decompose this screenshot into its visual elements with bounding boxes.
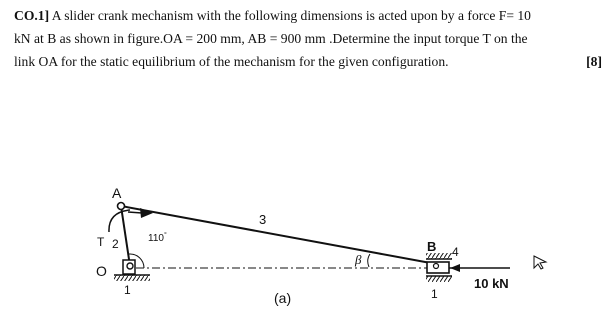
force-arrowhead (450, 264, 460, 272)
label-T: T (97, 235, 105, 249)
label-beta: β (355, 252, 362, 267)
question-line-2: kN at B as shown in figure.OA = 200 mm, AB = 900 mm .Determine the input torque T on the (14, 31, 528, 46)
label-1-left: 1 (124, 283, 131, 297)
label-2: 2 (112, 237, 119, 251)
joint-A (118, 203, 125, 210)
connecting-rod (121, 206, 436, 264)
label-O: O (96, 263, 107, 279)
label-A: A (112, 185, 122, 201)
label-B: B (427, 239, 437, 254)
question-line-1-text: A slider crank mechanism with the following dimensions is acted upon by a force F= 10 (49, 8, 531, 23)
question-code: CO.1] (14, 8, 50, 23)
force-label: 10 kN (474, 276, 509, 291)
figure-caption: (a) (274, 290, 292, 306)
crank-link (121, 206, 130, 266)
label-1-right: 1 (431, 287, 438, 301)
joint-O (127, 263, 133, 269)
beta-angle-arc (368, 254, 370, 267)
torque-arc (109, 210, 130, 232)
label-3: 3 (259, 212, 267, 227)
marks-label: [8] (586, 54, 602, 69)
joint-B (434, 264, 439, 269)
mouse-cursor-icon (534, 256, 546, 269)
label-4: 4 (452, 245, 459, 259)
guide-hatch-bottom (426, 276, 452, 282)
question-line-3-text: link OA for the static equilibrium of the mechanism for the given configuration. (14, 54, 449, 69)
torque-arrow-shaft (128, 212, 142, 213)
ground-hatch-left (114, 275, 150, 281)
angle-110-label: 110° (148, 232, 167, 244)
